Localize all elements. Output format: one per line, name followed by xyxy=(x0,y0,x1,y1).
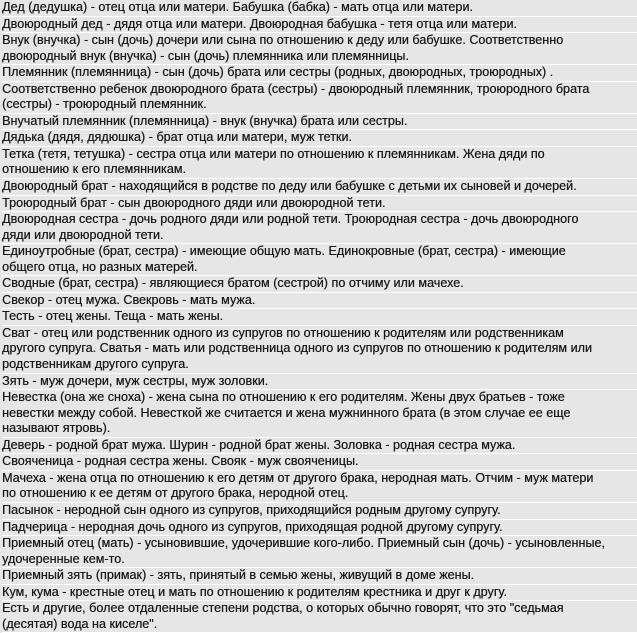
entry-line: Соответственно ребенок двоюродного брата (сестры) - двоюродный племянник, троюродного брата xyxy=(2,81,590,96)
entry-daughter-in-law xyxy=(2,390,637,438)
entry-line: Приемный отец (мать) - усыновившие, удочерившие кого-либо. Приемный сын (дочь) - усыновленные, xyxy=(2,536,605,551)
entry-line: невестки между собой. Невесткой же считается и жена мужнинного брата (в этом случае ее еще xyxy=(2,405,571,420)
entry-stepson xyxy=(2,503,637,520)
entry-grand-nephew xyxy=(2,114,637,131)
entry-line: Кум, кума - крестные отец и мать по отношению к родителям крестника и друг к другу. xyxy=(2,584,507,599)
entry-son-in-law xyxy=(2,374,637,391)
entry-line: двоюродный внук (внучка) - сын (дочь) племянника или племянницы. xyxy=(2,48,409,63)
entry-husbands-parents xyxy=(2,293,637,310)
entry-grandparents xyxy=(2,0,637,17)
entry-line: Сводные (брат, сестра) - являющиеся братом (сестрой) по отчиму или мачехе. xyxy=(2,276,464,291)
entry-line: родственникам другого супруга. xyxy=(2,357,189,372)
entry-line: Деверь - родной брат мужа. Шурин - родной брат жены. Золовка - родная сестра мужа. xyxy=(2,437,516,452)
entry-line: называют ятровь). xyxy=(2,421,111,436)
entry-line: Зять - муж дочери, муж сестры, муж золовки. xyxy=(2,373,269,388)
entry-line: Мачеха - жена отца по отношению к его детям от другого брака, неродная мать. Отчим - муж матери xyxy=(2,470,594,485)
entry-line: Дед (дедушка) - отец отца или матери. Бабушка (бабка) - мать отца или матери. xyxy=(2,0,473,14)
entry-nephew xyxy=(2,65,637,82)
entry-line: отношению к его племянникам. xyxy=(2,162,186,177)
entry-line: Сват - отец или родственник одного из супругов по отношению к родителям или родственникам xyxy=(2,325,564,340)
entry-brothers-in-law xyxy=(2,438,637,455)
entry-line: дяди или двоюродной тети. xyxy=(2,227,164,242)
entry-line: Свекор - отец мужа. Свекровь - мать мужа. xyxy=(2,292,256,307)
entry-line: Двоюродная сестра - дочь родного дяди или родной тети. Троюродная сестра - дочь двоюродного xyxy=(2,212,579,227)
entry-uncle xyxy=(2,130,637,147)
entry-line: Есть и другие, более отдаленные степени родства, о которых обычно говорят, что это "седьмая xyxy=(2,601,564,616)
entry-line: Дядька (дядя, дядюшка) - брат отца или матери, муж тетки. xyxy=(2,130,352,145)
entry-line: Приемный зять (примак) - зять, принятый в семью жены, живущий в доме жены. xyxy=(2,568,475,583)
entry-line: удочеренные кем-то. xyxy=(2,551,125,566)
entry-adoptive xyxy=(2,536,637,568)
entry-line: по отношению к ее детям от другого брака, неродной отец. xyxy=(2,486,349,501)
entry-line: Двоюродный дед - дядя отца или матери. Двоюродная бабушка - тетя отца или матери. xyxy=(2,16,517,31)
entry-line: Падчерица - неродная дочь одного из супругов, приходящая родной другому супругу. xyxy=(2,519,503,534)
entry-line: Тетка (тетя, тетушка) - сестра отца или матери по отношению к племянникам. Жена дяди по xyxy=(2,146,545,161)
entry-stepparents xyxy=(2,471,637,503)
entry-line: Пасынок - неродной сын одного из супругов, приходящийся родным другому супругу. xyxy=(2,502,501,517)
entry-line: Единоутробные (брат, сестра) - имеющие общую мать. Единокровные (брат, сестра) - имеющие xyxy=(2,244,566,259)
entry-primak xyxy=(2,568,637,585)
entry-stepdaughter xyxy=(2,520,637,537)
entry-co-parents-in-law xyxy=(2,326,637,374)
entry-wifes-parents xyxy=(2,309,637,326)
entry-line: другого супруга. Сватья - мать или родственница одного из супругов по отношению к родителям или xyxy=(2,341,592,356)
entry-distant-relatives xyxy=(2,601,637,633)
entry-line: Внук (внучка) - сын (дочь) дочери или сына по отношению к деду или бабушке. Соответственно xyxy=(2,33,564,48)
entry-sister-in-law xyxy=(2,454,637,471)
entry-godparents xyxy=(2,585,637,602)
entry-line: (десятая) вода на киселе". xyxy=(2,616,158,631)
entry-line: общего отца, но разных матерей. xyxy=(2,259,198,274)
entry-line: (сестры) - троюродный племянник. xyxy=(2,97,207,112)
entry-great-uncle-aunt xyxy=(2,17,637,34)
entry-female-cousin xyxy=(2,212,637,244)
entry-first-cousin xyxy=(2,179,637,196)
entry-grandchild xyxy=(2,33,637,65)
entry-line: Невестка (она же сноха) - жена сына по отношению к его родителям. Жены двух братьев - тоже xyxy=(2,390,565,405)
entry-aunt xyxy=(2,147,637,179)
entry-line: Троюродный брат - сын двоюродного дяди или двоюродной тети. xyxy=(2,195,386,210)
entry-half-siblings xyxy=(2,244,637,276)
entry-line: Внучатый племянник (племянница) - внук (внучка) брата или сестры. xyxy=(2,113,408,128)
entry-line: Племянник (племянница) - сын (дочь) брата или сестры (родных, двоюродных, троюродных) . xyxy=(2,65,554,80)
entry-step-siblings xyxy=(2,276,637,293)
entry-line: Тесть - отец жены. Теща - мать жены. xyxy=(2,309,224,324)
entry-line: Двоюродный брат - находящийся в родстве по деду или бабушке с детьми их сыновей и дочерей. xyxy=(2,179,577,194)
entry-line: Свояченица - родная сестра жены. Свояк - муж свояченицы. xyxy=(2,454,359,469)
entry-second-cousin xyxy=(2,196,637,213)
entry-cousin-nephew xyxy=(2,82,637,114)
